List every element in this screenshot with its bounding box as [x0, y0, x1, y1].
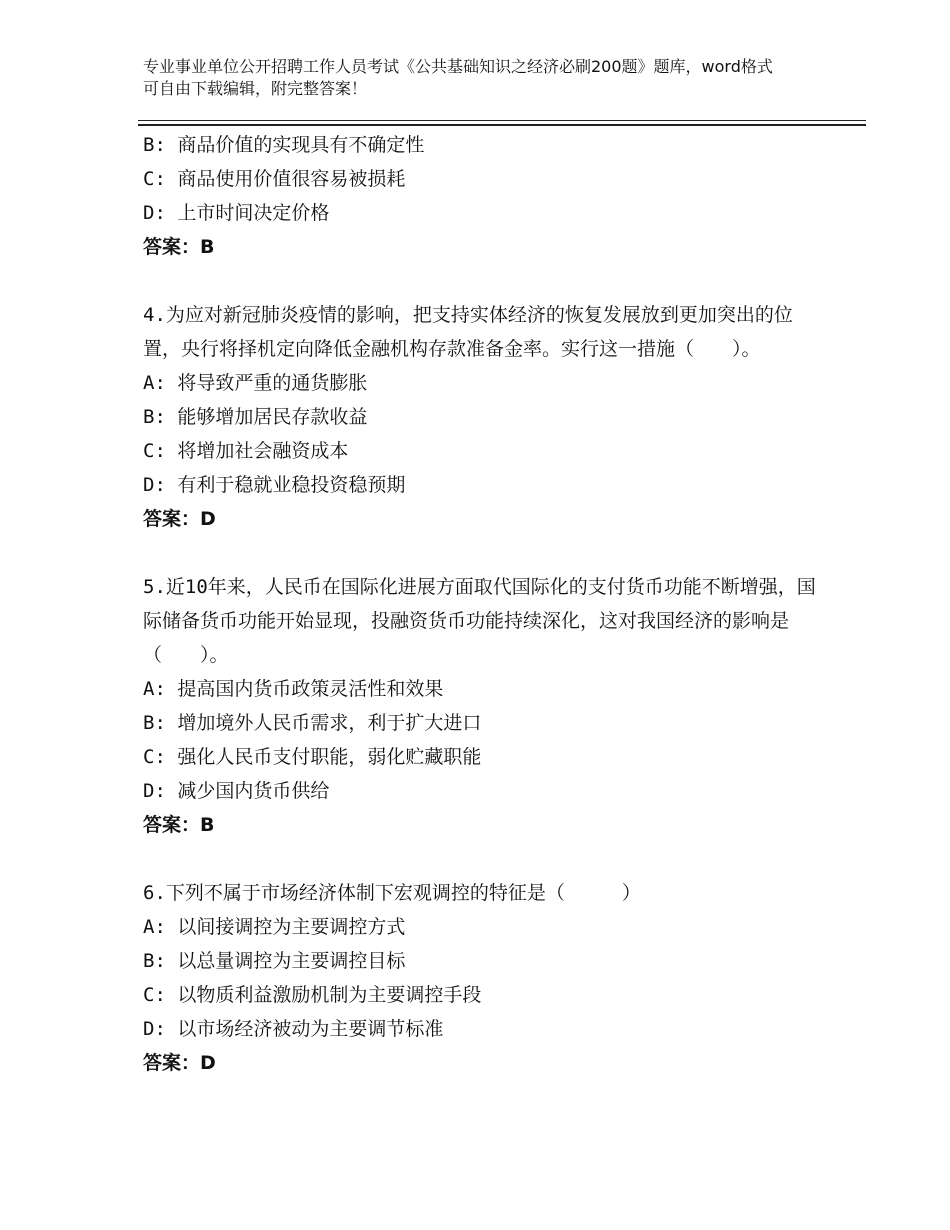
option-b: B: 商品价值的实现具有不确定性 [143, 134, 425, 156]
option-d: D: 以市场经济被动为主要调节标准 [143, 1018, 444, 1040]
option-c: C: 以物质利益激励机制为主要调控手段 [143, 984, 482, 1006]
answer-label: 答案：B [143, 814, 215, 836]
header-title: 专业事业单位公开招聘工作人员考试《公共基础知识之经济必刷200题》题库，word格式可自由下载编辑，附完整答案！ [143, 57, 773, 98]
question-5 [143, 570, 823, 842]
option-d: D: 上市时间决定价格 [143, 202, 330, 224]
option-a: A: 提高国内货币政策灵活性和效果 [143, 678, 444, 700]
option-c: C: 强化人民币支付职能，弱化贮藏职能 [143, 746, 482, 768]
answer-label: 答案：D [143, 1052, 216, 1074]
answer-label: 答案：D [143, 508, 216, 530]
option-d: D: 减少国内货币供给 [143, 780, 330, 802]
document-header [143, 56, 783, 100]
option-c: C: 将增加社会融资成本 [143, 440, 349, 462]
question-stem: 5.近10年来，人民币在国际化进展方面取代国际化的支付货币功能不断增强，国际储备货币功能开始显现，投融资货币功能持续深化，这对我国经济的影响是（ ）。 [143, 576, 816, 666]
option-a: A: 以间接调控为主要调控方式 [143, 916, 406, 938]
option-c: C: 商品使用价值很容易被损耗 [143, 168, 406, 190]
option-d: D: 有利于稳就业稳投资稳预期 [143, 474, 406, 496]
question-4 [143, 298, 823, 536]
document-body [143, 128, 823, 1080]
question-stem: 4.为应对新冠肺炎疫情的影响，把支持实体经济的恢复发展放到更加突出的位置，央行将择机定向降低金融机构存款准备金率。实行这一措施（ ）。 [143, 304, 793, 360]
option-a: A: 将导致严重的通货膨胀 [143, 372, 368, 394]
question-6 [143, 876, 823, 1080]
option-b: B: 增加境外人民币需求，利于扩大进口 [143, 712, 482, 734]
answer-label: 答案：B [143, 236, 215, 258]
option-b: B: 能够增加居民存款收益 [143, 406, 368, 428]
question-3-continuation [143, 128, 823, 264]
header-rule-thick [138, 124, 866, 126]
option-b: B: 以总量调控为主要调控目标 [143, 950, 406, 972]
question-stem: 6.下列不属于市场经济体制下宏观调控的特征是（ ） [143, 882, 641, 904]
header-rule-thin [138, 120, 866, 121]
